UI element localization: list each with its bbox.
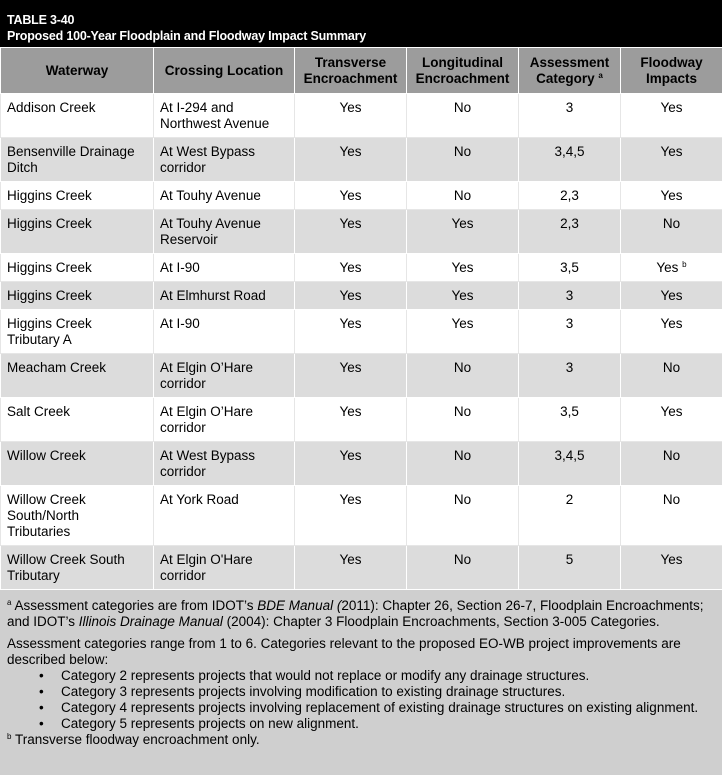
cell-floodway-impacts: Yes — [621, 282, 722, 310]
footnote-a-ref: a — [598, 70, 603, 80]
cell-longitudinal: Yes — [407, 210, 519, 254]
cell-waterway: Willow Creek South Tributary — [1, 546, 154, 590]
header-transverse-encroachment: Transverse Encroachment — [295, 48, 407, 94]
cell-longitudinal: No — [407, 138, 519, 182]
category-range-text: Assessment categories range from 1 to 6. Categories relevant to the proposed EO-WB project improvements are described below: — [7, 636, 681, 667]
table-row — [1, 210, 722, 254]
cell-floodway-impacts: Yes — [621, 310, 722, 354]
cell-assessment-category: 5 — [519, 546, 621, 590]
cell-longitudinal: Yes — [407, 282, 519, 310]
table-row — [1, 94, 722, 138]
cell-longitudinal: No — [407, 94, 519, 138]
cell-assessment-category: 3 — [519, 282, 621, 310]
cell-longitudinal: Yes — [407, 310, 519, 354]
cell-crossing-location: At Elgin O'Hare corridor — [154, 546, 295, 590]
cell-assessment-category: 3,4,5 — [519, 442, 621, 486]
cell-assessment-category: 3,5 — [519, 398, 621, 442]
footnote-b: $^b$ Transverse floodway encroachment only. — [7, 732, 260, 747]
cell-transverse: Yes — [295, 486, 407, 546]
table-footnotes — [0, 590, 722, 775]
cell-transverse: Yes — [295, 354, 407, 398]
footnote-a: $^a$ Assessment categories are from IDOT’s BDE Manual (2011): Chapter 26, Section 26-7, Floodplain Encroachments; and IDOT’s Illinois Drainage Manual (2004): Chapter 3 Floodplain Encroachments, Section 3-005 Categories. — [7, 598, 704, 629]
category-list-item: • Category 4 represents projects involving replacement of existing drainage structures on existing alignment. — [39, 700, 699, 715]
header-floodway-impacts: Floodway Impacts — [621, 48, 722, 94]
cell-crossing-location: At I-90 — [154, 310, 295, 354]
table-row — [1, 138, 722, 182]
cell-floodway-impacts: No — [621, 354, 722, 398]
cell-waterway: Willow Creek South/North Tributaries — [1, 486, 154, 546]
cell-floodway-impacts: Yes — [621, 94, 722, 138]
footnote-b-ref: b — [682, 260, 687, 269]
cell-waterway: Willow Creek — [1, 442, 154, 486]
table-row — [1, 354, 722, 398]
cell-crossing-location: At Elgin O’Hare corridor — [154, 354, 295, 398]
cell-longitudinal: No — [407, 182, 519, 210]
table-row — [1, 546, 722, 590]
cell-transverse: Yes — [295, 254, 407, 282]
cell-crossing-location: At Elgin O’Hare corridor — [154, 398, 295, 442]
cell-assessment-category: 3 — [519, 310, 621, 354]
cell-waterway: Higgins Creek — [1, 182, 154, 210]
cell-transverse: Yes — [295, 546, 407, 590]
cell-longitudinal: Yes — [407, 254, 519, 282]
header-crossing-location: Crossing Location — [154, 48, 295, 94]
cell-crossing-location: At Touhy Avenue Reservoir — [154, 210, 295, 254]
cell-assessment-category: 3 — [519, 94, 621, 138]
cell-waterway: Higgins Creek — [1, 282, 154, 310]
cell-transverse: Yes — [295, 182, 407, 210]
cell-assessment-category: 3,5 — [519, 254, 621, 282]
cell-crossing-location: At I-294 and Northwest Avenue — [154, 94, 295, 138]
cell-waterway: Higgins Creek Tributary A — [1, 310, 154, 354]
cell-floodway-impacts: No — [621, 210, 722, 254]
table-number: TABLE 3-40 — [7, 13, 75, 27]
cell-waterway: Bensenville Drainage Ditch — [1, 138, 154, 182]
table-title: Proposed 100-Year Floodplain and Floodway Impact Summary — [7, 29, 367, 43]
cell-assessment-category: 3 — [519, 354, 621, 398]
cell-floodway-impacts: Yes — [621, 546, 722, 590]
cell-assessment-category: 3,4,5 — [519, 138, 621, 182]
impact-summary-table — [0, 47, 722, 590]
cell-floodway-impacts: Yes $^b$ — [621, 254, 722, 282]
cell-floodway-impacts: Yes — [621, 182, 722, 210]
cell-floodway-impacts: No — [621, 442, 722, 486]
cell-longitudinal: No — [407, 354, 519, 398]
table-row — [1, 486, 722, 546]
cell-waterway: Salt Creek — [1, 398, 154, 442]
cell-transverse: Yes — [295, 282, 407, 310]
cell-transverse: Yes — [295, 138, 407, 182]
table-row — [1, 442, 722, 486]
header-assessment-category: Assessment Category $^a$ — [519, 48, 621, 94]
cell-longitudinal: No — [407, 442, 519, 486]
table-row — [1, 182, 722, 210]
table-row — [1, 398, 722, 442]
cell-floodway-impacts: Yes — [621, 398, 722, 442]
cell-assessment-category: 2 — [519, 486, 621, 546]
table-title-bar — [0, 0, 722, 47]
cell-waterway: Higgins Creek — [1, 210, 154, 254]
cell-longitudinal: No — [407, 486, 519, 546]
category-list-item: • Category 2 represents projects that would not replace or modify any drainage structures. — [39, 668, 590, 683]
cell-transverse: Yes — [295, 310, 407, 354]
cell-crossing-location: At I-90 — [154, 254, 295, 282]
category-list-item: • Category 5 represents projects on new alignment. — [39, 716, 359, 731]
category-list — [7, 668, 716, 732]
table-header-row — [1, 48, 722, 94]
cell-transverse: Yes — [295, 398, 407, 442]
table-row — [1, 254, 722, 282]
table-body — [1, 94, 722, 590]
cell-crossing-location: At Touhy Avenue — [154, 182, 295, 210]
cell-waterway: Meacham Creek — [1, 354, 154, 398]
cell-floodway-impacts: No — [621, 486, 722, 546]
cell-longitudinal: No — [407, 546, 519, 590]
header-waterway: Waterway — [1, 48, 154, 94]
cell-crossing-location: At West Bypass corridor — [154, 442, 295, 486]
category-list-item: • Category 3 represents projects involving modification to existing drainage structures. — [39, 684, 566, 699]
cell-crossing-location: At West Bypass corridor — [154, 138, 295, 182]
table-row — [1, 282, 722, 310]
cell-waterway: Higgins Creek — [1, 254, 154, 282]
cell-crossing-location: At York Road — [154, 486, 295, 546]
cell-crossing-location: At Elmhurst Road — [154, 282, 295, 310]
table-row — [1, 310, 722, 354]
cell-floodway-impacts: Yes — [621, 138, 722, 182]
cell-transverse: Yes — [295, 210, 407, 254]
header-longitudinal-encroachment: Longitudinal Encroachment — [407, 48, 519, 94]
cell-waterway: Addison Creek — [1, 94, 154, 138]
cell-assessment-category: 2,3 — [519, 182, 621, 210]
cell-transverse: Yes — [295, 442, 407, 486]
cell-transverse: Yes — [295, 94, 407, 138]
cell-assessment-category: 2,3 — [519, 210, 621, 254]
cell-longitudinal: No — [407, 398, 519, 442]
